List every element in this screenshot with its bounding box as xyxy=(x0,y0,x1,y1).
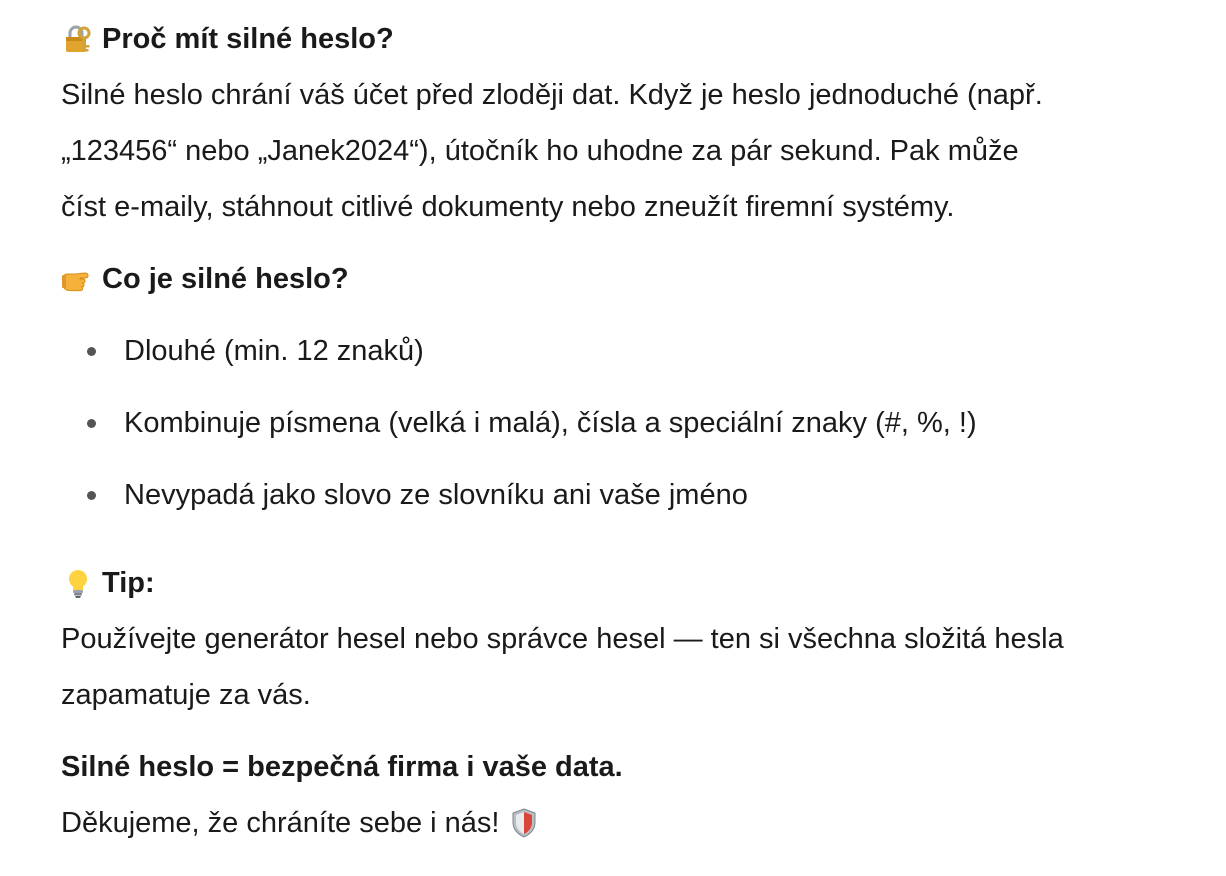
why-paragraph-line-2: „123456“ nebo „Janek2024“), útočník ho uhodne za pár sekund. Pak může xyxy=(61,135,1019,167)
list-item-text: Kombinuje písmena (velká i malá), čísla a speciální znaky (#, %, !) xyxy=(124,407,977,439)
bullet-icon xyxy=(87,419,96,428)
tip-heading-text: Tip: xyxy=(102,567,155,599)
closing-bold-line: Silné heslo = bezpečná firma i vaše data. xyxy=(61,751,623,783)
strong-password-criteria-list xyxy=(61,323,1196,523)
list-item xyxy=(61,323,1196,379)
thanks-text: Děkujeme, že chráníte sebe i nás! xyxy=(61,807,500,839)
why-heading-text: Proč mít silné heslo? xyxy=(102,23,394,55)
lock-with-key-icon xyxy=(61,22,95,56)
pointing-hand-icon xyxy=(61,262,95,296)
tip-line-1: Používejte generátor hesel nebo správce hesel — ten si všechna složitá hesla xyxy=(61,623,1064,655)
tip-paragraph xyxy=(61,611,1196,723)
why-paragraph-line-3: číst e-maily, stáhnout citlivé dokumenty nebo zneužít firemní systémy. xyxy=(61,191,955,223)
bullet-icon xyxy=(87,491,96,500)
why-paragraph-line-1: Silné heslo chrání váš účet před zloději dat. Když je heslo jednoduché (např. xyxy=(61,79,1043,111)
light-bulb-icon xyxy=(61,566,95,600)
why-paragraph xyxy=(61,67,1196,235)
tip-line-2: zapamatuje za vás. xyxy=(61,679,311,711)
thanks-line xyxy=(61,795,1196,851)
what-heading xyxy=(61,251,1196,307)
list-item xyxy=(61,395,1196,451)
bullet-icon xyxy=(87,347,96,356)
list-item xyxy=(61,467,1196,523)
what-heading-text: Co je silné heslo? xyxy=(102,263,349,295)
list-item-text: Nevypadá jako slovo ze slovníku ani vaše jméno xyxy=(124,479,748,511)
why-heading xyxy=(61,11,1196,67)
shield-icon xyxy=(507,806,541,840)
tip-heading xyxy=(61,555,1196,611)
list-item-text: Dlouhé (min. 12 znaků) xyxy=(124,335,424,367)
